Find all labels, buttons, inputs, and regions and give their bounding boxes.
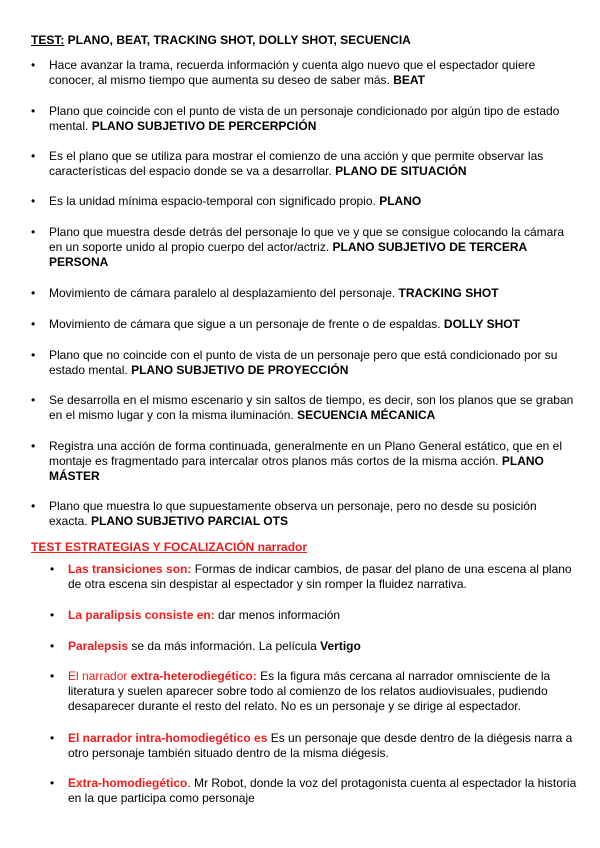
list-item: • La paralipsis consiste en: dar menos información	[50, 608, 341, 622]
list-item: • Se desarrolla en el mismo escenario y sin saltos de tiempo, es decir, son los planos que se graban en el mismo lugar y con la misma iluminación. SECUENCIA MÉCANICA	[31, 393, 574, 422]
list-item: • Hace avanzar la trama, recuerda información y cuenta algo nuevo que el espectador quiere conocer, al mismo tiempo que aumenta su deseo de saber más. BEAT	[31, 58, 536, 87]
list-item: • Es el plano que se utiliza para mostrar el comienzo de una acción y que permite observar las características del espacio donde se va a desarrollar. PLANO DE SITUACIÓN	[31, 149, 544, 178]
list-item: • Plano que muestra lo que supuestamente observa un personaje, pero no desde su posición exacta. PLANO SUBJETIVO PARCIAL OTS	[31, 499, 537, 528]
list-item: • Extra-homodiegético. Mr Robot, donde la voz del protagonista cuenta al espectador la historia en la que participa como personaje	[50, 776, 577, 805]
section-heading-test-planos: TEST: PLANO, BEAT, TRACKING SHOT, DOLLY SHOT, SECUENCIA	[31, 33, 411, 47]
list-item: • El narrador intra-homodiegético es Es un personaje que desde dentro de la diégesis narra a otro personaje también situado dentro de la misma diégesis.	[50, 731, 573, 760]
section-heading-estrategias: TEST ESTRATEGIAS Y FOCALIZACIÓN narrador	[31, 540, 308, 554]
list-item: • Plano que coincide con el punto de vista de un personaje condicionado por algún tipo de estado mental. PLANO SUBJETIVO DE PERCERPCIÓN	[31, 104, 560, 133]
list-item: • Plano que no coincide con el punto de vista de un personaje pero que está condicionado por su estado mental. PLANO SUBJETIVO DE PROYECCIÓN	[31, 348, 558, 377]
list-item: • Paralepsis se da más información. La película Vertigo	[50, 639, 361, 653]
list-item: • Es la unidad mínima espacio-temporal con significado propio. PLANO	[31, 194, 422, 208]
list-item: • Plano que muestra desde detrás del personaje lo que ve y que se consigue colocando la cámara en un soporte unido al propio cuerpo del actor/actriz. PLANO SUBJETIVO DE TERCERA PERSONA	[31, 225, 564, 269]
list-item: • Movimiento de cámara paralelo al desplazamiento del personaje. TRACKING SHOT	[31, 286, 499, 300]
list-item: • Movimiento de cámara que sigue a un personaje de frente o de espaldas. DOLLY SHOT	[31, 317, 520, 331]
list-item: • Registra una acción de forma continuada, generalmente en un Plano General estático, que en el montaje es fragmentado para intercalar otros planos más cortos de la misma acción. PLANO MÁSTER	[31, 439, 562, 483]
list-item: • El narrador extra-heterodiegético: Es la figura más cercana al narrador omnisciente de la literatura y suelen aparecer sobre todo al comienzo de los relatos audiovisuales, pudiendo desaparecer durante el resto del relato. No es un personaje y se dirige al espectador.	[50, 669, 551, 713]
list-item: • Las transiciones son: Formas de indicar cambios, de pasar del plano de una escena al plano de otra escena sin despistar al espectador y sin romper la fluidez narrativa.	[50, 562, 572, 591]
